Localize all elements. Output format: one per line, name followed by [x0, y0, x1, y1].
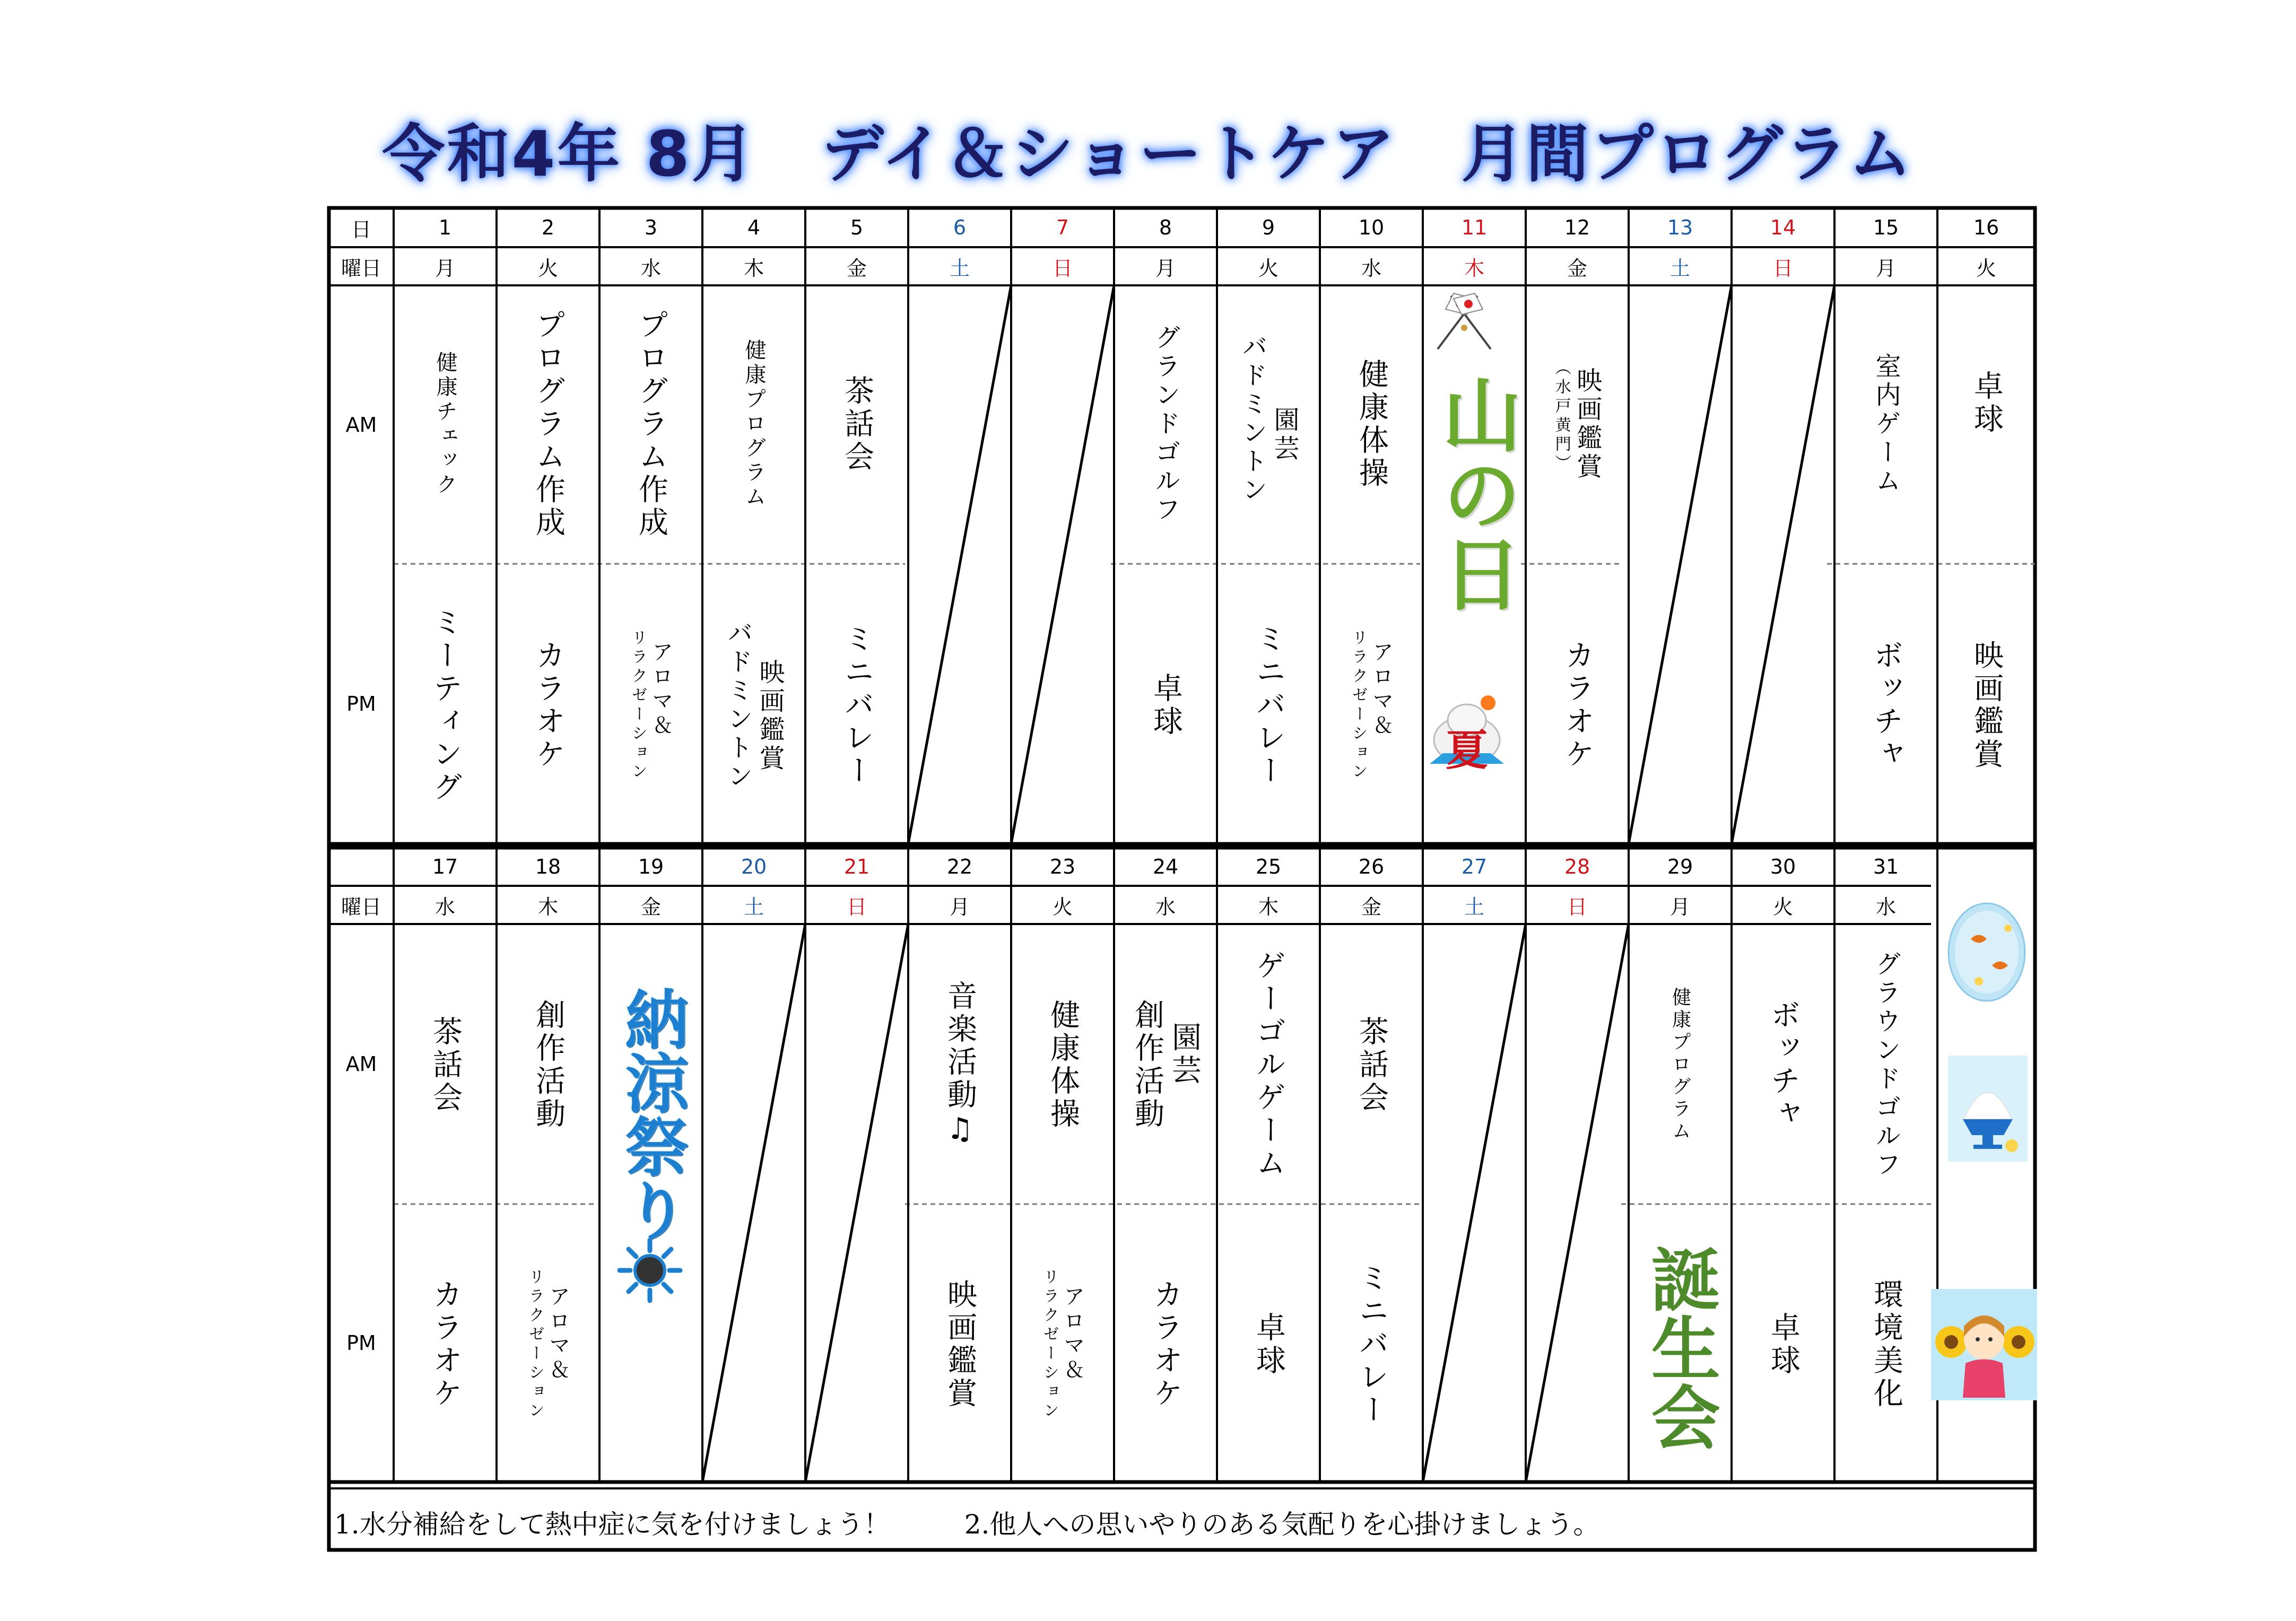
- shaved-ice-icon: [1948, 1056, 2028, 1162]
- am-activity-5: 茶話会: [840, 375, 874, 474]
- weekday-15: 月: [1875, 256, 1896, 280]
- pm-activity-4-a: 映画鑑賞: [755, 659, 785, 773]
- weekday-17: 水: [434, 895, 455, 919]
- holiday-yama-no-hi: 山の日: [1428, 374, 1521, 613]
- pm-activity-5: ミニバレー: [840, 623, 874, 788]
- pm-activity-22: 映画鑑賞: [943, 1279, 977, 1410]
- pm-activity-4: [702, 576, 805, 835]
- date-1: 1: [438, 216, 452, 239]
- weekday-26: 金: [1361, 895, 1381, 919]
- weekday-9: 火: [1258, 256, 1279, 280]
- sunflower-girl-icon: [1931, 1289, 2037, 1400]
- pm-activity-18: [497, 1215, 599, 1475]
- event-tanjokai: 誕生会: [1640, 1244, 1721, 1451]
- event-noryo-matsuri: 納涼祭り: [614, 987, 688, 1241]
- date-27: 27: [1461, 855, 1488, 878]
- pm-activity-10: [1320, 576, 1423, 835]
- date-26: 26: [1358, 855, 1385, 878]
- pm-activity-3-a: アロマ＆: [648, 641, 673, 738]
- am-activity-2: プログラム作成: [531, 309, 566, 539]
- date-7: 7: [1056, 216, 1069, 239]
- date-28: 28: [1564, 855, 1590, 878]
- am-activity-12-b: （水戸黄門）: [1552, 359, 1571, 474]
- date-15: 15: [1873, 216, 1899, 239]
- weekday-3: 水: [640, 256, 661, 280]
- summer-cloud-badge: [1427, 690, 1507, 775]
- am-activity-30: ボッチャ: [1766, 999, 1801, 1131]
- date-30: 30: [1770, 855, 1796, 878]
- date-24: 24: [1152, 855, 1179, 878]
- weekday-13: 土: [1669, 256, 1690, 280]
- date-8: 8: [1159, 216, 1172, 239]
- pm-activity-30: 卓球: [1766, 1312, 1801, 1378]
- weekday-29: 月: [1669, 895, 1690, 919]
- weekday-18: 木: [537, 895, 558, 919]
- pm-activity-26: ミニバレー: [1354, 1262, 1389, 1427]
- page-title: 令和4年 8月 デイ＆ショートケア 月間プログラム: [382, 117, 1914, 190]
- pm-activity-15: ボッチャ: [1869, 640, 1903, 771]
- am-activity-26: 茶話会: [1354, 1015, 1389, 1114]
- date-5: 5: [850, 216, 864, 239]
- weekday-12: 金: [1567, 256, 1587, 280]
- am-activity-24-a: 園芸: [1167, 1021, 1202, 1087]
- pm-activity-10-b: リラクゼーション: [1349, 629, 1368, 782]
- weekday-21: 日: [846, 895, 867, 919]
- pm-activity-23-b: リラクゼーション: [1040, 1268, 1059, 1421]
- pm-activity-24: カラオケ: [1149, 1279, 1183, 1410]
- date-21: 21: [843, 855, 870, 878]
- pm-activity-25: 卓球: [1251, 1312, 1286, 1378]
- pm-activity-9: ミニバレー: [1251, 623, 1286, 788]
- pm-activity-3-b: リラクゼーション: [628, 629, 647, 782]
- date-4: 4: [747, 216, 761, 239]
- am-activity-29: 健康プログラム: [1669, 987, 1691, 1143]
- date-11: 11: [1461, 216, 1488, 239]
- am-activity-10: 健康体操: [1354, 359, 1389, 490]
- date-19: 19: [638, 855, 664, 878]
- weekday-2: 火: [537, 256, 558, 280]
- weekday-10: 水: [1361, 256, 1381, 280]
- weekday-23: 火: [1052, 895, 1073, 919]
- weekday-20: 土: [743, 895, 764, 919]
- crossed-flags-icon: [1427, 291, 1501, 354]
- am-activity-24: [1114, 936, 1217, 1193]
- weekday-22: 月: [949, 895, 970, 919]
- pm-activity-12: カラオケ: [1560, 640, 1595, 771]
- day-label: 日: [351, 217, 371, 241]
- sun-icon: [615, 1236, 684, 1305]
- pm-activity-18-b: リラクゼーション: [525, 1268, 544, 1421]
- weekday-31: 水: [1875, 895, 1896, 919]
- weekday-7: 日: [1052, 256, 1073, 280]
- pm-activity-17: カラオケ: [428, 1279, 463, 1410]
- date-10: 10: [1358, 216, 1385, 239]
- am-activity-4: 健康プログラム: [742, 339, 766, 510]
- date-14: 14: [1770, 216, 1796, 239]
- date-23: 23: [1049, 855, 1076, 878]
- pm-label-week2: PM: [346, 1331, 376, 1355]
- weekday-4: 木: [743, 256, 764, 280]
- date-16: 16: [1973, 216, 1999, 239]
- am-activity-16: 卓球: [1969, 370, 2004, 436]
- am-activity-3: プログラム作成: [634, 309, 668, 539]
- am-activity-8: グランドゴルフ: [1151, 324, 1180, 525]
- weekday-label-week2: 曜日: [341, 895, 381, 919]
- am-activity-9-b: バドミントン: [1238, 333, 1267, 505]
- date-3: 3: [644, 216, 658, 239]
- weekday-28: 日: [1567, 895, 1587, 919]
- am-label-week2: AM: [345, 1052, 377, 1076]
- pm-activity-23: [1011, 1215, 1114, 1475]
- weekday-8: 月: [1155, 256, 1176, 280]
- am-activity-12: [1526, 297, 1629, 552]
- am-activity-22: 音楽活動♫: [943, 980, 977, 1149]
- am-activity-25: ゲーゴルゲーム: [1251, 949, 1286, 1180]
- date-17: 17: [432, 855, 458, 878]
- pm-activity-3: [599, 576, 702, 835]
- date-31: 31: [1873, 855, 1899, 878]
- date-25: 25: [1255, 855, 1282, 878]
- pm-activity-8: 卓球: [1149, 673, 1183, 738]
- pm-label: PM: [346, 692, 376, 716]
- date-13: 13: [1667, 216, 1693, 239]
- date-6: 6: [953, 216, 967, 239]
- am-activity-18: 創作活動: [531, 999, 566, 1131]
- date-12: 12: [1564, 216, 1590, 239]
- pm-activity-2: カラオケ: [531, 640, 566, 771]
- pm-activity-16: 映画鑑賞: [1969, 640, 2004, 771]
- date-22: 22: [946, 855, 973, 878]
- pm-activity-4-b: バドミントン: [723, 620, 753, 791]
- am-activity-17: 茶話会: [428, 1015, 463, 1114]
- weekday-14: 日: [1772, 256, 1793, 280]
- am-activity-31: グラウンドゴルフ: [1871, 950, 1901, 1180]
- weekday-16: 火: [1976, 256, 1996, 280]
- am-activity-23: 健康体操: [1046, 999, 1080, 1131]
- pm-activity-23-a: アロマ＆: [1060, 1285, 1085, 1383]
- weekday-1: 月: [434, 256, 455, 280]
- weekday-27: 土: [1464, 895, 1484, 919]
- am-activity-1: 健康チェック: [433, 351, 457, 498]
- date-29: 29: [1667, 855, 1693, 878]
- weekday-label: 曜日: [341, 256, 381, 280]
- am-activity-24-b: 創作活動: [1130, 999, 1164, 1131]
- pm-activity-18-a: アロマ＆: [545, 1285, 570, 1383]
- weekday-5: 金: [846, 256, 867, 280]
- pm-activity-10-a: アロマ＆: [1369, 641, 1394, 738]
- weekday-6: 土: [949, 256, 970, 280]
- am-activity-9: [1217, 297, 1320, 552]
- footer-note-1: 1.水分補給をして熱中症に気を付けましょう！: [334, 1509, 890, 1540]
- weekday-24: 水: [1155, 895, 1176, 919]
- am-activity-15: 室内ゲーム: [1871, 353, 1901, 496]
- pm-activity-31: 環境美化: [1869, 1279, 1903, 1410]
- am-label: AM: [345, 413, 377, 437]
- date-20: 20: [741, 855, 767, 878]
- weekday-30: 火: [1772, 895, 1793, 919]
- am-activity-12-a: 映画鑑賞: [1572, 367, 1602, 482]
- date-9: 9: [1262, 216, 1275, 239]
- weekday-25: 木: [1258, 895, 1279, 919]
- date-2: 2: [541, 216, 555, 239]
- footer-note-2: 2.他人への思いやりのある気配りを心掛けましょう。: [964, 1509, 1600, 1540]
- weekday-19: 金: [640, 895, 661, 919]
- am-activity-9-a: 園芸: [1269, 406, 1299, 464]
- pm-activity-1: ミーティング: [428, 607, 463, 804]
- goldfish-fan-icon: [1942, 896, 2032, 1008]
- footer-notes: [334, 1496, 2032, 1549]
- summer-kanji-badge: 夏: [1446, 726, 1488, 775]
- weekday-11: 木: [1464, 256, 1484, 280]
- date-18: 18: [535, 855, 561, 878]
